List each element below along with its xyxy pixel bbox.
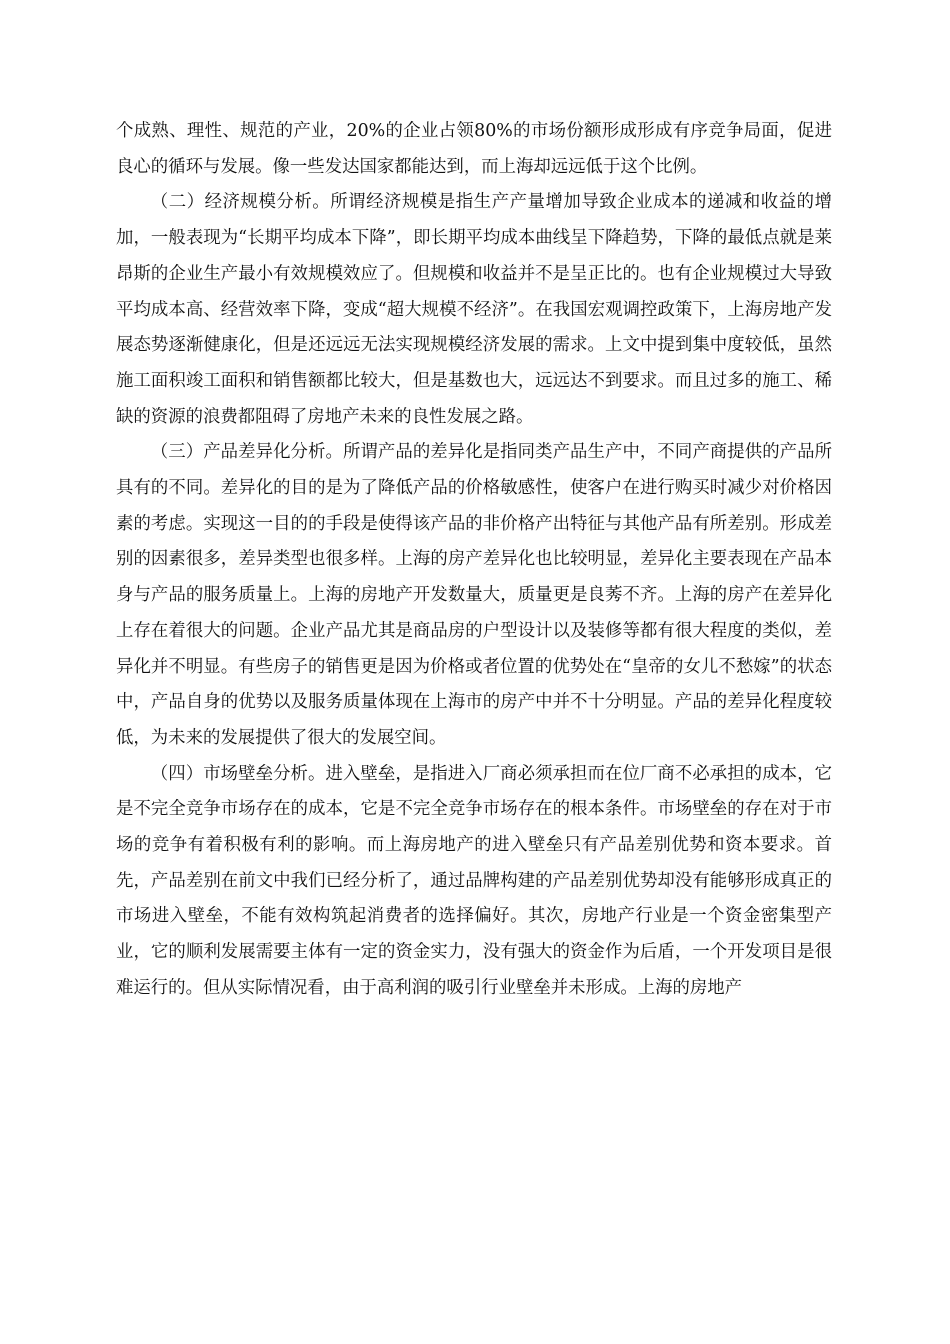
- paragraph-market-barriers: （四）市场壁垒分析。进入壁垒，是指进入厂商必须承担而在位厂商不必承担的成本，它是不完全竞争市场存在的成本，它是不完全竞争市场存在的根本条件。市场壁垒的存在对于市场的竞争有着积极有利的影响。而上海房地产的进入壁垒只有产品差别优势和资本要求。首先，产品差别在前文中我们已经分析了，通过品牌构建的产品差别优势却没有能够形成真正的市场进入壁垒，不能有效构筑起消费者的选择偏好。其次，房地产行业是一个资金密集型产业，它的顺利发展需要主体有一定的资金实力，没有强大的资金作为后盾，一个开发项目是很难运行的。但从实际情况看，由于高利润的吸引行业壁垒并未形成。上海的房地产: [116, 763, 832, 998]
- document-body: [116, 114, 832, 1007]
- paragraph-economic-scale: （二）经济规模分析。所谓经济规模是指生产产量增加导致企业成本的递减和收益的增加，一般表现为“长期平均成本下降”，即长期平均成本曲线呈下降趋势，下降的最低点就是莱昂斯的企业生产最小有效规模效应了。但规模和收益并不是呈正比的。也有企业规模过大导致平均成本高、经营效率下降，变成“超大规模不经济”。在我国宏观调控政策下，上海房地产发展态势逐渐健康化，但是还远远无法实现规模经济发展的需求。上文中提到集中度较低，虽然施工面积竣工面积和销售额都比较大，但是基数也大，远远达不到要求。而且过多的施工、稀缺的资源的浪费都阻碍了房地产未来的良性发展之路。: [116, 192, 832, 427]
- paragraph-product-differentiation: （三）产品差异化分析。所谓产品的差异化是指同类产品生产中，不同产商提供的产品所具有的不同。差异化的目的是为了降低产品的价格敏感性，使客户在进行购买时减少对价格因素的考虑。实现这一目的的手段是使得该产品的非价格产出特征与其他产品有所差别。形成差别的因素很多，差异类型也很多样。上海的房产差异化也比较明显，差异化主要表现在产品本身与产品的服务质量上。上海的房地产开发数量大，质量更是良莠不齐。上海的房产在差异化上存在着很大的问题。企业产品尤其是商品房的户型设计以及装修等都有很大程度的类似，差异化并不明显。有些房子的销售更是因为价格或者位置的优势处在“皇帝的女儿不愁嫁”的状态中，产品自身的优势以及服务质量体现在上海市的房产中并不十分明显。产品的差异化程度较低，为未来的发展提供了很大的发展空间。: [116, 442, 832, 748]
- paragraph-continuation: 个成熟、理性、规范的产业，20%的企业占领80%的市场份额形成形成有序竞争局面，促进良心的循环与发展。像一些发达国家都能达到，而上海却远远低于这个比例。: [116, 121, 832, 177]
